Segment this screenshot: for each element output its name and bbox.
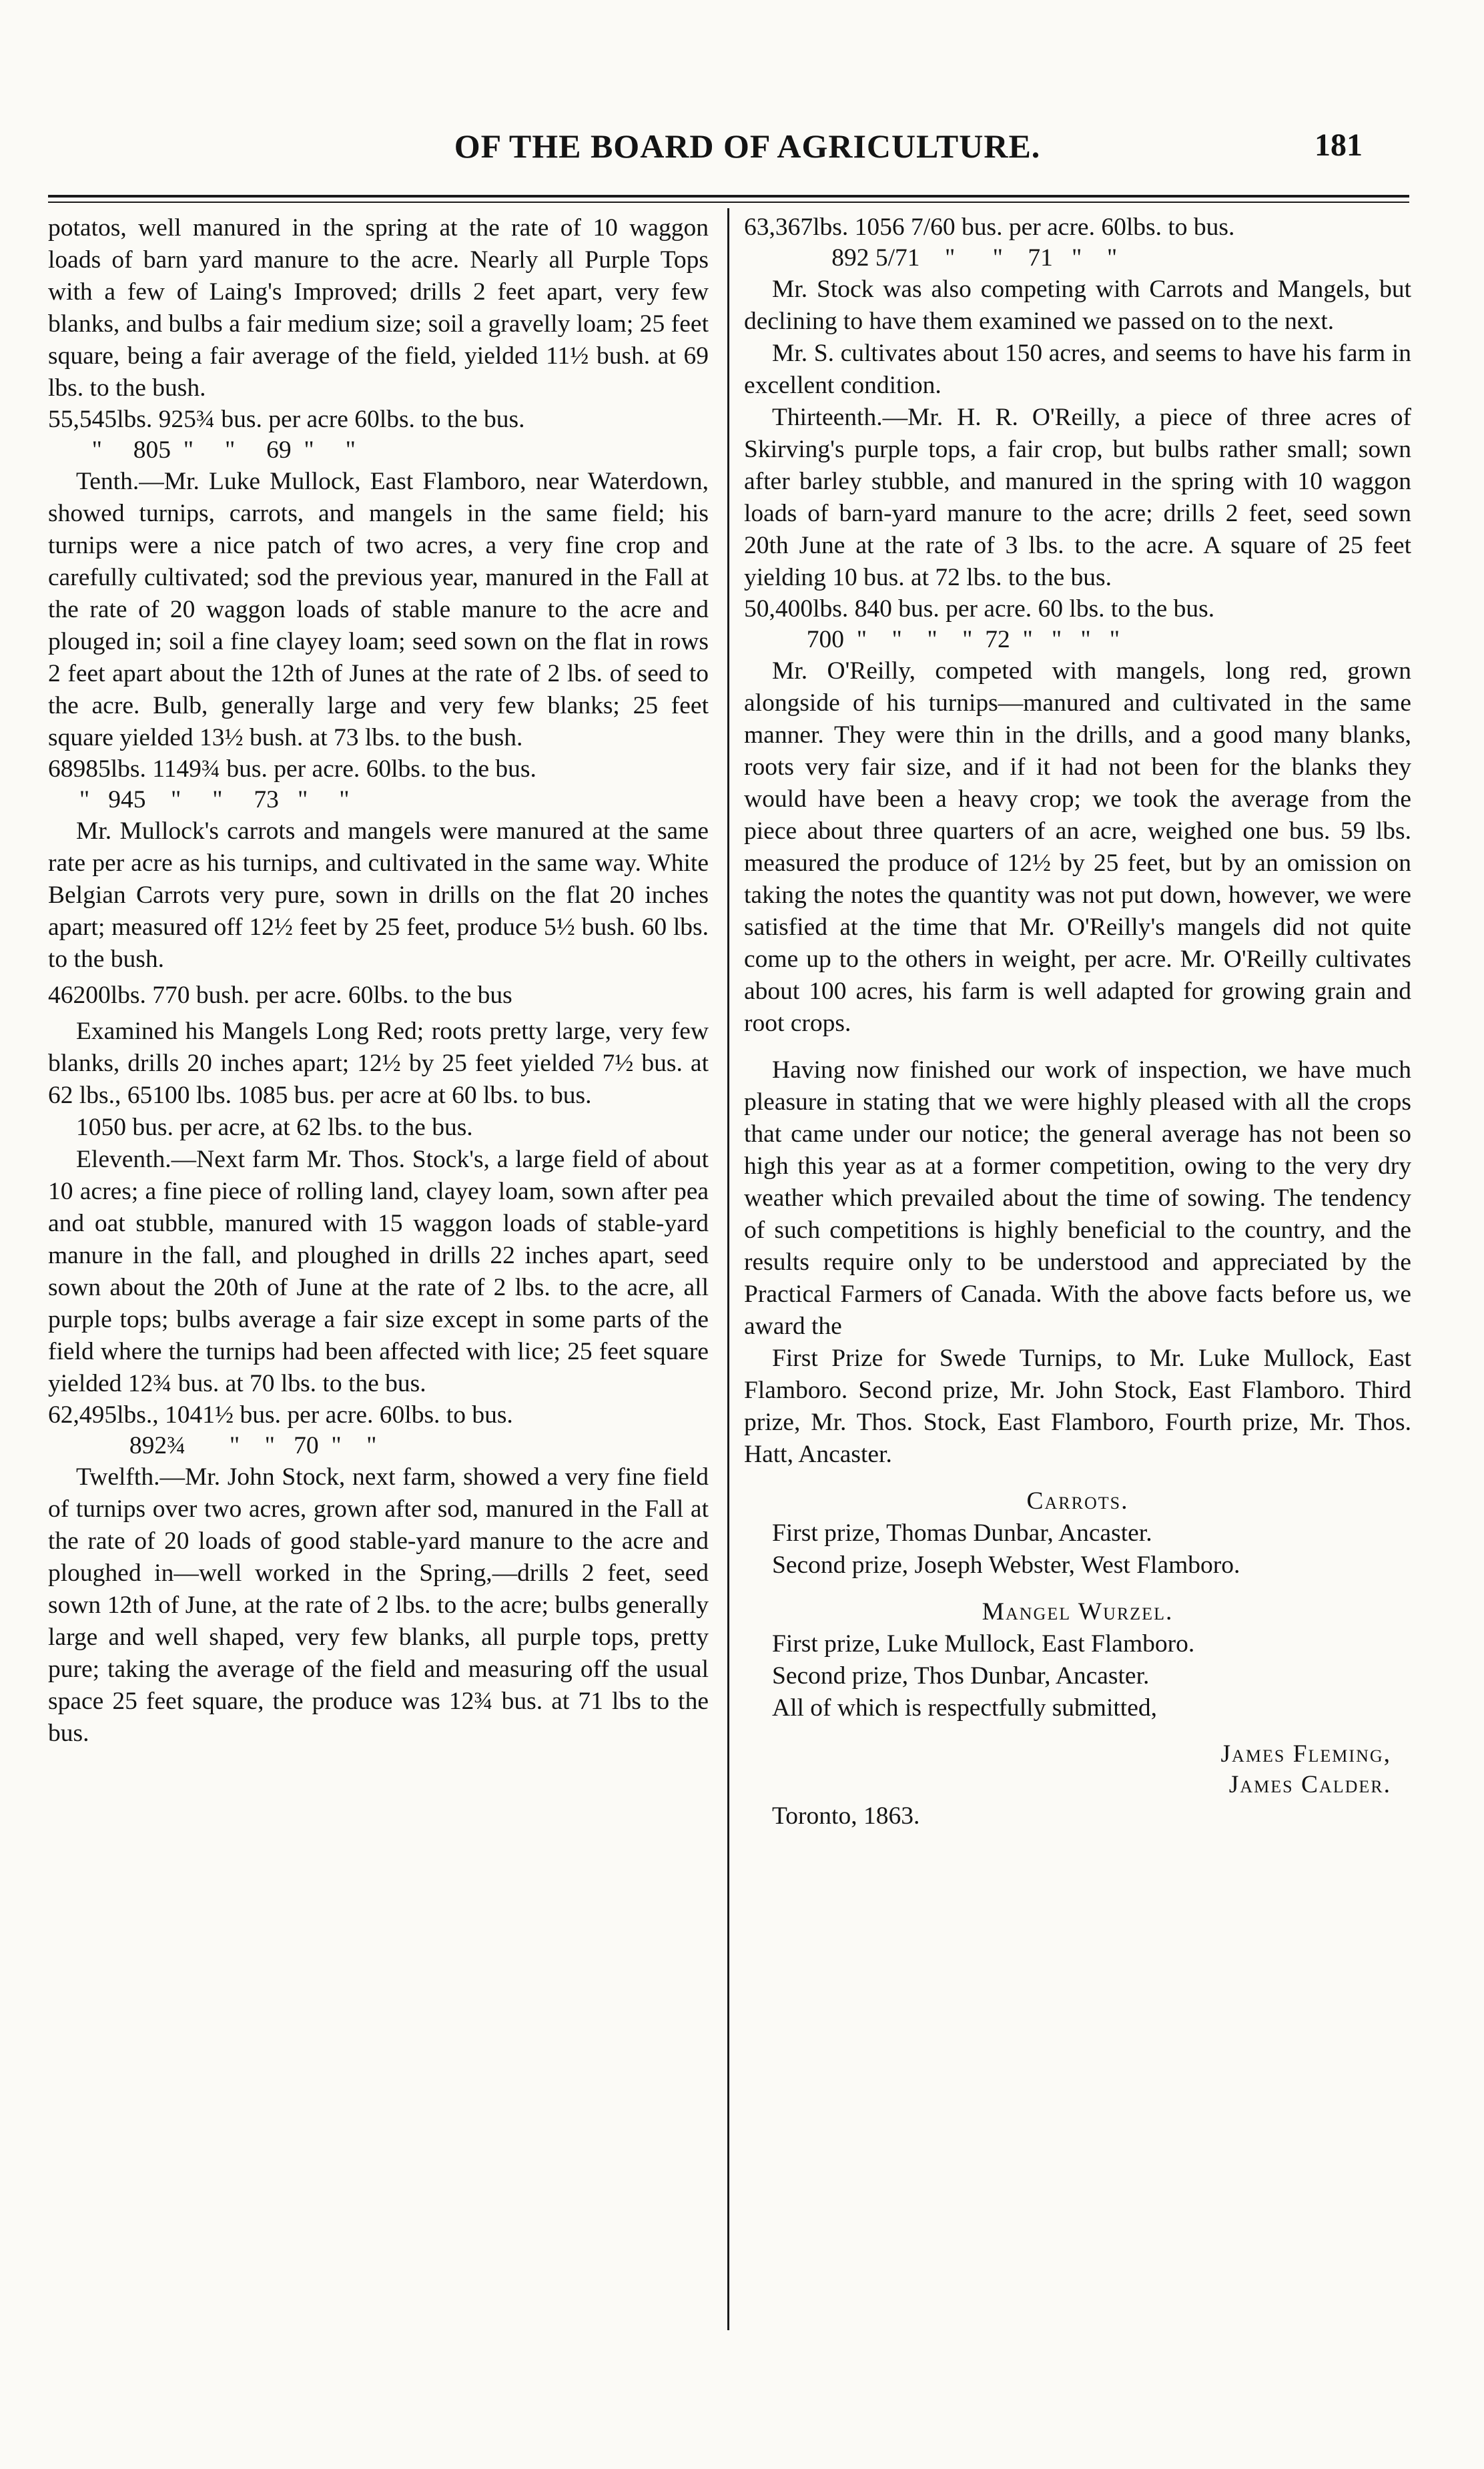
paragraph: Mr. S. cultivates about 150 acres, and seems to have his farm in excellent condition.: [744, 340, 1411, 399]
yield-line: 46200lbs. 770 bush. per acre. 60lbs. to the bus: [48, 982, 512, 1009]
prize-line: First prize, Thomas Dunbar, Ancaster.: [772, 1519, 1152, 1547]
spacer: [744, 1581, 1411, 1596]
paragraph-conclusion: Having now finished our work of inspection, we have much pleasure in stating that we were highly pleased with all the crops that came under our notice; the general average has not been so high this year as at a former competition, owing to the very dry weather which prevailed about the time of sowing. The tendency of such competitions is highly beneficial to the country, and the results require only to be understood and appreciated by the Practical Farmers of Canada. With the above facts before us, we award the: [744, 1056, 1411, 1340]
paragraph: Examined his Mangels Long Red; roots pretty large, very few blanks, drills 20 inches apart; 12½ by 25 feet yielded 7½ bus. at 62 lbs., 65100 lbs. 1085 bus. per acre at 60 lbs. to bus.: [48, 1018, 709, 1109]
yield-table: 68985lbs. 1149¾ bus. per acre. 60lbs. to the bus. " 945 " " 73 " ": [48, 755, 536, 813]
prize-line: First prize, Luke Mullock, East Flamboro.: [772, 1630, 1195, 1658]
paragraph-tenth: Tenth.—Mr. Luke Mullock, East Flamboro, near Waterdown, showed turnips, carrots, and mangels in the same field; his turnips were a nice patch of two acres, a very fine crop and carefully cultivated; sod the previous year, manured in the Fall at the rate of 20 waggon loads of stable manure to the acre and plouged in; soil a fine clayey loam; seed sown on the flat in rows 2 feet apart about the 12th of Junes at the rate of 2 lbs. of seed to the acre. Bulb, generally large and very few blanks; 25 feet square yielded 13½ bush. at 73 lbs. to the bush.: [48, 468, 709, 751]
right-column: [744, 212, 1411, 1832]
section-heading-mangel: Mangel Wurzel.: [982, 1598, 1174, 1626]
paragraph-twelfth: Twelfth.—Mr. John Stock, next farm, showed a very fine field of turnips over two acres, grown after sod, manured in the Fall at the rate of 20 loads of good stable-yard manure to the acre and ploughed in—well worked in the Spring,—drills 2 feet, seed sown 12th of June, at the rate of 2 lbs. to the acre; bulbs generally large and well shaped, very few blanks, all purple tops, pretty pure; taking the average of the field and measuring off the usual space 25 feet square, the produce was 12¾ bus. at 71 lbs to the bus.: [48, 1463, 709, 1747]
column-divider: [727, 208, 729, 2330]
place-date: Toronto, 1863.: [772, 1802, 920, 1830]
paragraph: Mr. O'Reilly, competed with mangels, long red, grown alongside of his turnips—manured and cultivated in the same manner. They were thin in the drills, and a good many blanks, roots very fair size, and if it had not been for the blanks they would have been a heavy crop; we took the average from the piece about three quarters of an acre, weighed one bus. 59 lbs. measured the produce of 12½ by 25 feet, but by an omission on taking the notes the quantity was not put down, however, we were satisfied at the time that Mr. O'Reilly's mangels did not quite come up to the others in weight, per acre. Mr. O'Reilly cultivates about 100 acres, his farm is well adapted for growing grain and root crops.: [744, 657, 1411, 1037]
left-column: [48, 212, 709, 1750]
yield-line: 1050 bus. per acre, at 62 lbs. to the bus.: [76, 1114, 473, 1141]
header-rule-thin: [48, 202, 1409, 203]
running-title: OF THE BOARD OF AGRICULTURE.: [454, 127, 1041, 165]
prize-line: Second prize, Thos Dunbar, Ancaster.: [772, 1662, 1150, 1690]
spacer: [744, 1471, 1411, 1485]
section-heading-carrots: Carrots.: [1026, 1487, 1129, 1515]
yield-table: 50,400lbs. 840 bus. per acre. 60 lbs. to the bus. 700 " " " " 72 " " " ": [744, 595, 1215, 653]
prize-line: Second prize, Joseph Webster, West Flamboro.: [772, 1551, 1240, 1579]
signature-calder: James Calder.: [1228, 1771, 1391, 1798]
prize-list: First Prize for Swede Turnips, to Mr. Luke Mullock, East Flamboro. Second prize, Mr. John Stock, East Flamboro. Third prize, Mr. Thos. Stock, East Flamboro, Fourth prize, Mr. Thos. Hatt, Ancaster.: [744, 1345, 1411, 1468]
spacer: [744, 1040, 1411, 1054]
paragraph: Mr. Mullock's carrots and mangels were manured at the same rate per acre as his turnips, and cultivated in the same way. White Belgian Carrots very pure, sown in drills on the flat 20 inches apart; measured off 12½ feet by 25 feet, produce 5½ bush. 60 lbs. to the bush.: [48, 817, 709, 973]
signature-fleming: James Fleming,: [1220, 1740, 1391, 1768]
paragraph: potatos, well manured in the spring at the rate of 10 waggon loads of barn yard manure to the acre. Nearly all Purple Tops with a few of Laing's Improved; drills 2 feet apart, very few blanks, and bulbs a fair medium size; soil a gravelly loam; 25 feet square, being a fair average of the field, yielded 11½ bush. at 69 lbs. to the bush.: [48, 214, 709, 402]
yield-table: 55,545lbs. 925¾ bus. per acre 60lbs. to the bus. " 805 " " 69 " ": [48, 406, 525, 464]
paragraph: Mr. Stock was also competing with Carrots and Mangels, but declining to have them examined we passed on to the next.: [744, 276, 1411, 335]
page-number: 181: [1315, 127, 1363, 163]
paragraph-eleventh: Eleventh.—Next farm Mr. Thos. Stock's, a large field of about 10 acres; a fine piece of rolling land, clayey loam, sown after pea and oat stubble, manured with 15 waggon loads of stable-yard manure in the fall, and ploughed in drills 22 inches apart, seed sown about the 20th of June at the rate of 2 lbs. to the acre, all purple tops; bulbs average a fair size except in some parts of the field where the turnips had been affected with lice; 25 feet square yielded 12¾ bus. at 70 lbs. to the bus.: [48, 1146, 709, 1397]
closing-line: All of which is respectfully submitted,: [772, 1694, 1157, 1722]
yield-table: 62,495lbs., 1041½ bus. per acre. 60lbs. to bus. 892¾ " " 70 " ": [48, 1401, 513, 1459]
yield-table: 63,367lbs. 1056 7/60 bus. per acre. 60lbs. to bus. 892 5/71 " " 71 " ": [744, 214, 1235, 272]
page-header: [0, 127, 1484, 180]
paragraph-thirteenth: Thirteenth.—Mr. H. R. O'Reilly, a piece of three acres of Skirving's purple tops, a fair crop, but bulbs rather small; sown after barley stubble, and manured in the spring with 10 waggon loads of barn-yard manure to the acre; drills 2 feet, seed sown 20th June at the rate of 3 lbs. to the acre. A square of 25 feet yielding 10 bus. at 72 lbs. to the bus.: [744, 404, 1411, 591]
spacer: [744, 1724, 1411, 1739]
header-rule: [48, 195, 1409, 198]
